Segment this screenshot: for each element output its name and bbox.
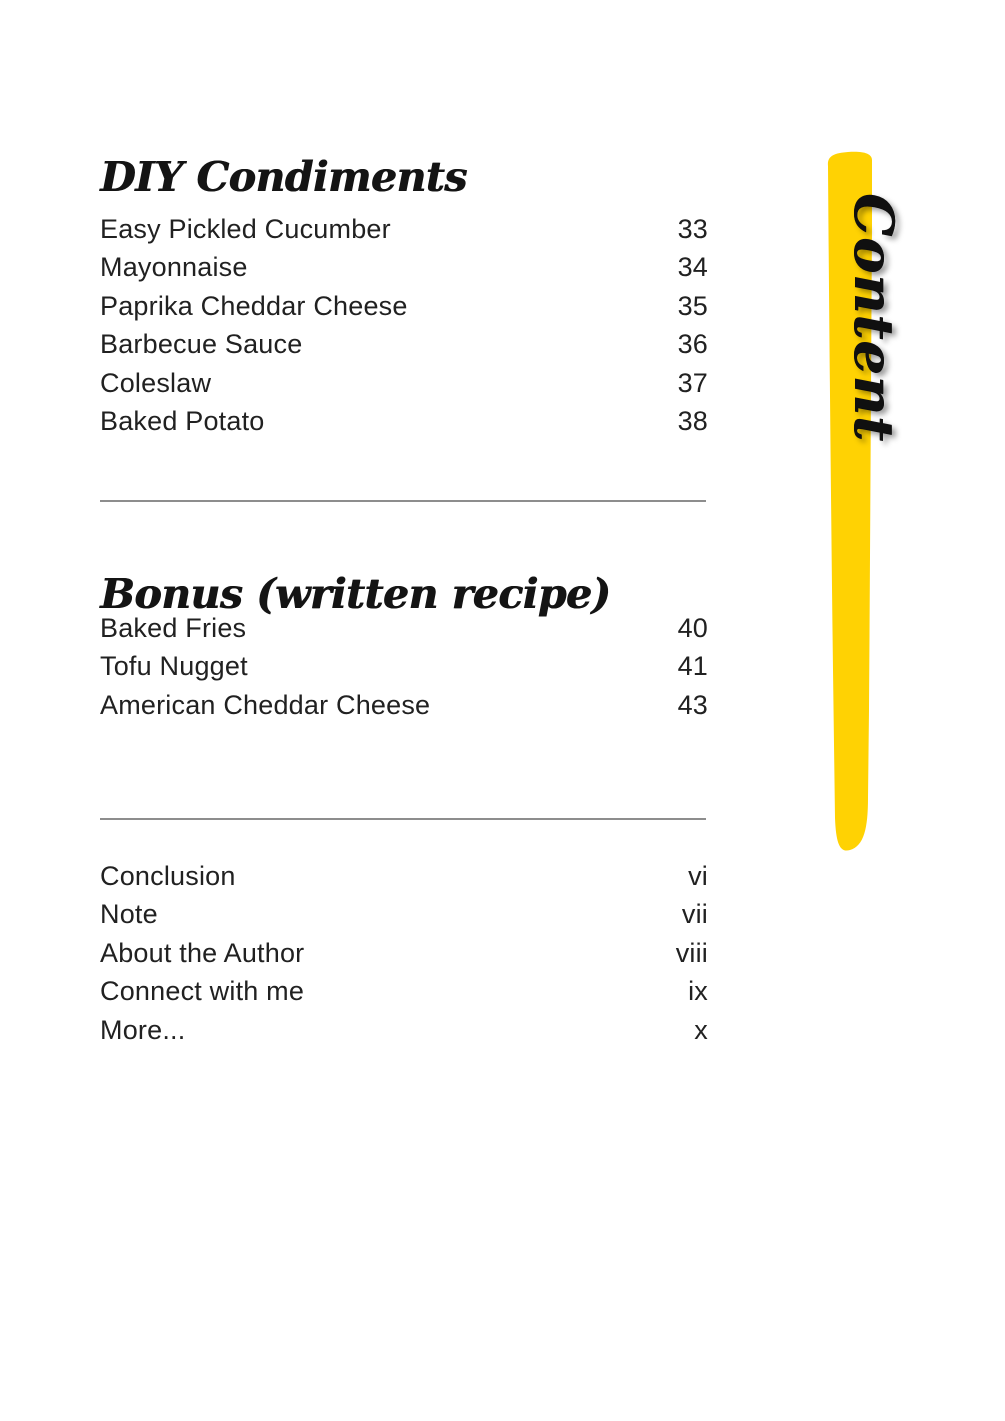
toc-entry (100, 402, 708, 440)
toc-entry-page-number: 35 (677, 290, 708, 321)
toc-entry-label: Mayonnaise (100, 252, 248, 283)
toc-entry-page-number: vii (681, 899, 708, 930)
toc-entry-label: About the Author (100, 937, 305, 968)
toc-entry-page-number: 43 (677, 689, 708, 720)
toc-entry-page-number: 41 (677, 651, 708, 682)
toc-entry-label: Coleslaw (100, 367, 212, 398)
toc-entry (100, 609, 708, 647)
section-divider (100, 818, 706, 820)
section-title-bonus: Bonus (written recipe) (100, 570, 611, 619)
toc-entry-label: Connect with me (100, 976, 305, 1007)
toc-section-bonus (100, 609, 708, 724)
toc-entry-page-number: x (694, 1014, 708, 1045)
toc-entry-page-number: 38 (677, 406, 708, 437)
toc-entry-label: More... (100, 1014, 186, 1045)
toc-section-diy-condiments (100, 210, 708, 440)
toc-entry-page-number: 37 (677, 367, 708, 398)
toc-entry (100, 1011, 708, 1049)
toc-entry-page-number: 33 (677, 214, 708, 244)
section-divider (100, 500, 706, 502)
toc-entry-page-number: viii (675, 937, 708, 968)
toc-entry (100, 934, 708, 972)
toc-entry (100, 248, 708, 286)
toc-entry-label: Barbecue Sauce (100, 329, 303, 360)
toc-entry-page-number: 36 (677, 329, 708, 360)
toc-entry-label: Baked Potato (100, 406, 265, 437)
toc-entry-label: Conclusion (100, 861, 236, 891)
toc-entry-page-number: vi (688, 861, 708, 891)
toc-entry (100, 686, 708, 724)
toc-entry (100, 857, 708, 895)
toc-entry (100, 210, 708, 248)
toc-entry-label: Tofu Nugget (100, 651, 248, 682)
toc-entry (100, 972, 708, 1010)
toc-entry-page-number: 40 (677, 613, 708, 643)
toc-entry-label: Baked Fries (100, 613, 247, 643)
toc-entry (100, 364, 708, 402)
toc-entry (100, 647, 708, 685)
toc-entry-label: Easy Pickled Cucumber (100, 214, 391, 244)
vertical-content-tab-label: Content (842, 193, 906, 442)
toc-entry-label: Note (100, 899, 158, 930)
toc-entry (100, 287, 708, 325)
toc-section-back-matter (100, 857, 708, 1049)
toc-entry-label: Paprika Cheddar Cheese (100, 290, 408, 321)
section-title-diy-condiments: DIY Condiments (100, 153, 467, 202)
toc-entry-page-number: 34 (677, 252, 708, 283)
toc-entry (100, 325, 708, 363)
toc-entry-label: American Cheddar Cheese (100, 689, 431, 720)
toc-entry (100, 895, 708, 933)
toc-entry-page-number: ix (688, 976, 708, 1007)
